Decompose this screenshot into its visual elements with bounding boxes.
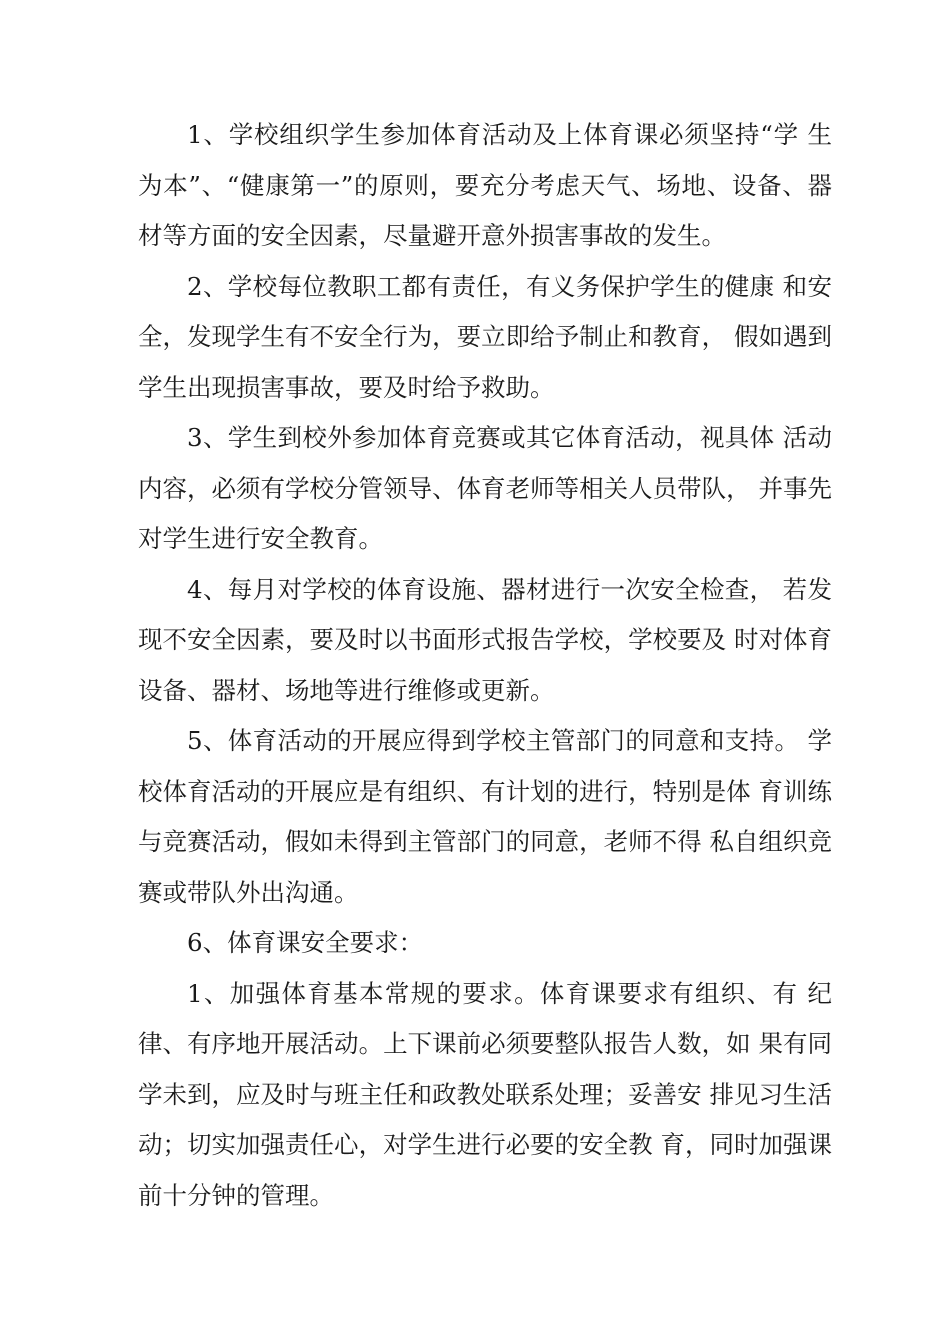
paragraph-3: 3、学生到校外参加体育竞赛或其它体育活动，视具体 活动内容，必须有学校分管领导、体育老师等相关人员带队， 并事先对学生进行安全教育。: [138, 423, 832, 553]
paragraph-5: 5、体育活动的开展应得到学校主管部门的同意和支持。 学校体育活动的开展应是有组织、有计划的进行，特别是体 育训练与竞赛活动，假如未得到主管部门的同意，老师不得 私自组织竞赛或带队外出沟通。: [138, 726, 832, 907]
paragraph-2: 2、学校每位教职工都有责任，有义务保护学生的健康 和安全，发现学生有不安全行为，要立即给予制止和教育， 假如遇到学生出现损害事故，要及时给予救助。: [138, 271, 832, 402]
paragraph-1: 1、学校组织学生参加体育活动及上体育课必须坚持“学 生为本”、“健康第一”的原则，要充分考虑天气、场地、设备、器材等方面的安全因素，尽量避开意外损害事故的发生。: [138, 120, 832, 250]
document-body: [138, 110, 832, 1221]
paragraph-6-item-1: 1、加强体育基本常规的要求。体育课要求有组织、有 纪律、有序地开展活动。上下课前必须要整队报告人数，如 果有同学未到，应及时与班主任和政教处联系处理；妥善安 排见习生活动；切实加强责任心，对学生进行必要的安全教 育，同时加强课前十分钟的管理。: [138, 978, 832, 1210]
paragraph-4: 4、每月对学校的体育设施、器材进行一次安全检查， 若发现不安全因素，要及时以书面形式报告学校，学校要及 时对体育设备、器材、场地等进行维修或更新。: [138, 574, 832, 705]
paragraph-6-heading: 6、体育课安全要求：: [187, 928, 424, 957]
